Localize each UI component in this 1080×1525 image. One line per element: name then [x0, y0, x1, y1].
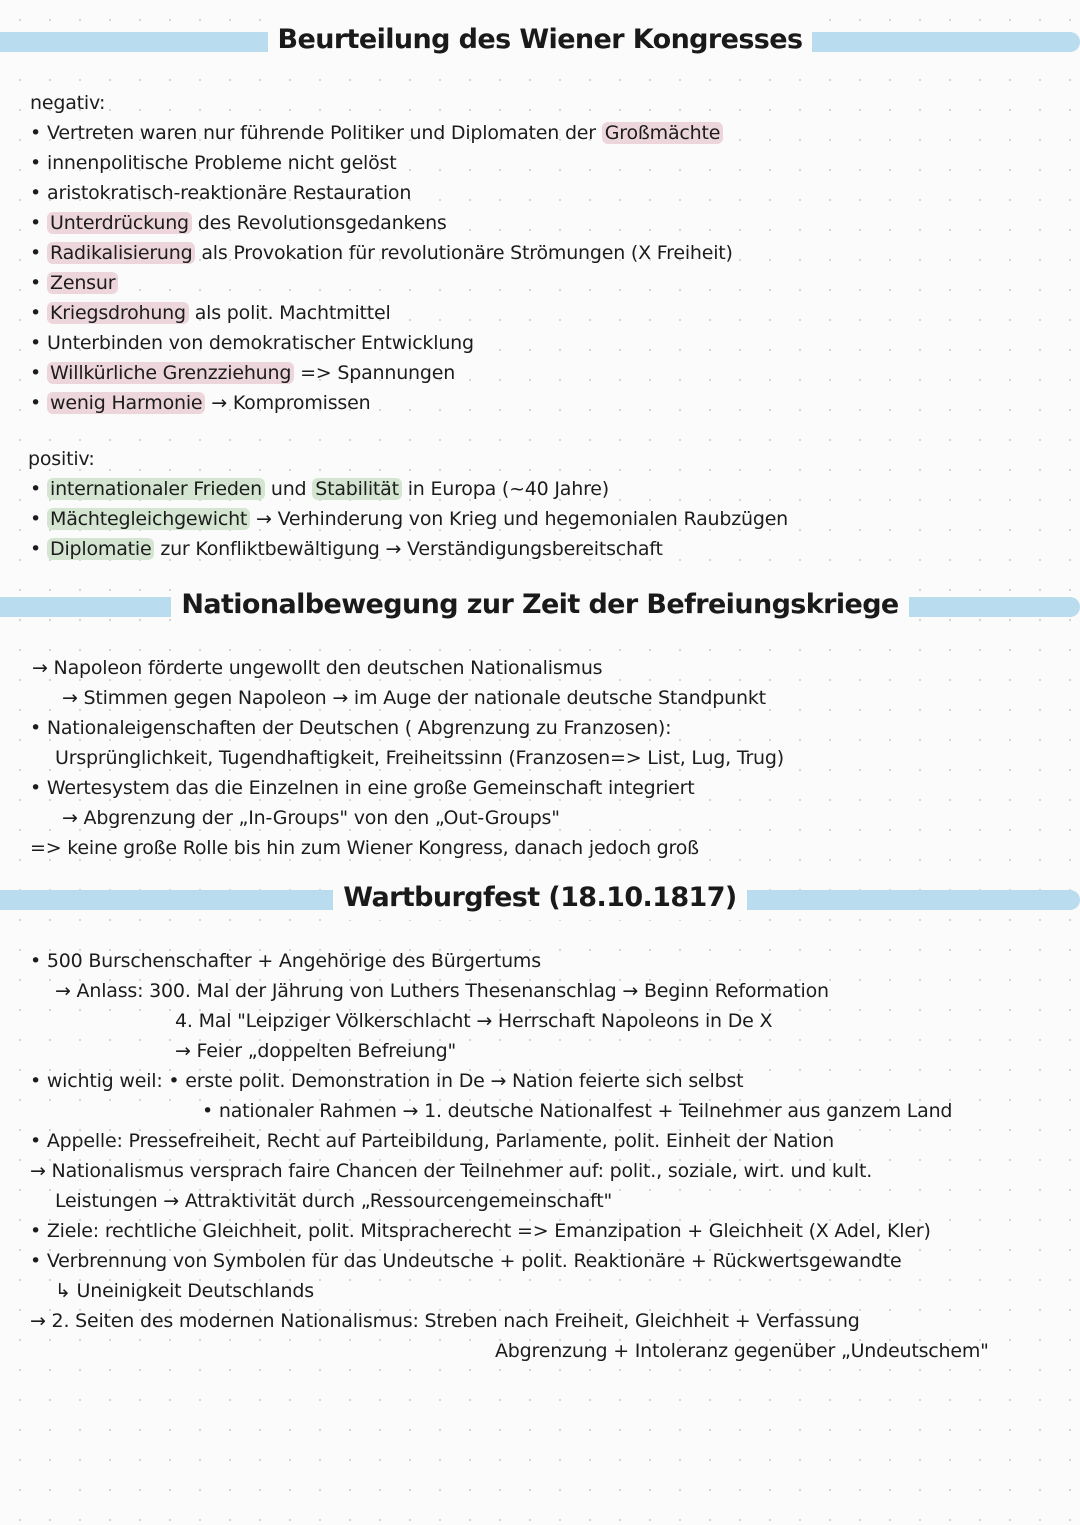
list-item — [30, 390, 370, 416]
list-item — [30, 300, 391, 326]
highlight: Radikalisierung — [47, 242, 195, 264]
item-text: des Revolutionsgedankens — [197, 212, 447, 234]
item-text: => Spannungen — [300, 362, 456, 384]
note-line: 4. Mal "Leipziger Völkerschlacht → Herrschaft Napoleons in De X — [175, 1010, 773, 1032]
list-item — [30, 476, 609, 502]
negativ-label: negativ: — [30, 92, 106, 114]
note-line: • Wertesystem das die Einzelnen in eine große Gemeinschaft integriert — [30, 777, 695, 799]
list-item — [30, 270, 118, 296]
item-text: aristokratisch-reaktionäre Restauration — [47, 182, 412, 204]
item-text: innenpolitische Probleme nicht gelöst — [47, 152, 397, 174]
positiv-label: positiv: — [28, 448, 95, 470]
highlight: Mächtegleichgewicht — [47, 508, 250, 530]
item-text: Unterbinden von demokratischer Entwicklung — [47, 332, 474, 354]
note-line: • Appelle: Pressefreiheit, Recht auf Parteibildung, Parlamente, polit. Einheit der Nation — [30, 1130, 834, 1152]
note-line: → Napoleon förderte ungewollt den deutschen Nationalismus — [32, 657, 603, 679]
note-line: ↳ Uneinigkeit Deutschlands — [55, 1280, 314, 1302]
list-item — [30, 506, 788, 532]
item-text: als polit. Machtmittel — [194, 302, 391, 324]
list-item — [30, 150, 397, 176]
section-title: Wartburgfest (18.10.1817) — [333, 876, 746, 920]
bullet: • — [30, 242, 42, 264]
item-text: → Verhinderung von Krieg und hegemonialen Raubzügen — [256, 508, 789, 530]
note-line: • Verbrennung von Symbolen für das Undeutsche + polit. Reaktionäre + Rückwertsgewandte — [30, 1250, 902, 1272]
item-text: als Provokation für revolutionäre Strömungen (X Freiheit) — [201, 242, 733, 264]
highlight: Großmächte — [602, 122, 724, 144]
section-title: Nationalbewegung zur Zeit der Befreiungskriege — [171, 583, 908, 627]
list-item — [30, 210, 447, 236]
note-line: → Nationalismus versprach faire Chancen der Teilnehmer auf: polit., soziale, wirt. und kult. — [30, 1160, 873, 1182]
note-line: => keine große Rolle bis hin zum Wiener Kongress, danach jedoch groß — [30, 837, 699, 859]
bullet: • — [30, 152, 42, 174]
section-title: Beurteilung des Wiener Kongresses — [268, 18, 813, 62]
bullet: • — [30, 508, 42, 530]
note-line: → Feier „doppelten Befreiung" — [175, 1040, 457, 1062]
item-text: Vertreten waren nur führende Politiker und Diplomaten der — [47, 122, 596, 144]
item-text: in Europa (~40 Jahre) — [407, 478, 609, 500]
bullet: • — [30, 478, 42, 500]
highlight: wenig Harmonie — [47, 392, 205, 414]
list-item — [30, 120, 723, 146]
list-item — [30, 360, 455, 386]
highlight: Unterdrückung — [47, 212, 192, 234]
note-line: Leistungen → Attraktivität durch „Ressourcengemeinschaft" — [55, 1190, 613, 1212]
list-item — [30, 536, 663, 562]
highlight: Zensur — [47, 272, 118, 294]
item-text: und — [270, 478, 307, 500]
note-line: → 2. Seiten des modernen Nationalismus: Streben nach Freiheit, Gleichheit + Verfassung — [30, 1310, 860, 1332]
note-line: • nationaler Rahmen → 1. deutsche Nationalfest + Teilnehmer aus ganzem Land — [202, 1100, 953, 1122]
section-banner-2 — [0, 583, 1080, 629]
item-text: → Kompromissen — [211, 392, 371, 414]
list-item — [30, 240, 733, 266]
highlight: internationaler Frieden — [47, 478, 265, 500]
bullet: • — [30, 272, 42, 294]
bullet: • — [30, 212, 42, 234]
note-line: Ursprünglichkeit, Tugendhaftigkeit, Freiheitssinn (Franzosen=> List, Lug, Trug) — [55, 747, 784, 769]
note-line: • Nationaleigenschaften der Deutschen ( Abgrenzung zu Franzosen): — [30, 717, 672, 739]
list-item — [30, 180, 411, 206]
bullet: • — [30, 362, 42, 384]
bullet: • — [30, 392, 42, 414]
note-line: • 500 Burschenschafter + Angehörige des Bürgertums — [30, 950, 541, 972]
bullet: • — [30, 332, 42, 354]
note-line: • Ziele: rechtliche Gleichheit, polit. Mitspracherecht => Emanzipation + Gleichheit (X Adel, Kler) — [30, 1220, 931, 1242]
list-item — [30, 330, 474, 356]
section-banner-3 — [0, 876, 1080, 922]
bullet: • — [30, 182, 42, 204]
highlight: Stabilität — [312, 478, 402, 500]
highlight: Kriegsdrohung — [47, 302, 189, 324]
highlight: Diplomatie — [47, 538, 154, 560]
note-line: • wichtig weil: • erste polit. Demonstration in De → Nation feierte sich selbst — [30, 1070, 744, 1092]
note-line: → Abgrenzung der „In-Groups" von den „Out-Groups" — [62, 807, 560, 829]
note-line: Abgrenzung + Intoleranz gegenüber „Undeutschem" — [495, 1340, 989, 1362]
item-text: zur Konfliktbewältigung → Verständigungsbereitschaft — [160, 538, 663, 560]
section-banner-1 — [0, 18, 1080, 64]
highlight: Willkürliche Grenzziehung — [47, 362, 294, 384]
bullet: • — [30, 538, 42, 560]
note-line: → Anlass: 300. Mal der Jährung von Luthers Thesenanschlag → Beginn Reformation — [55, 980, 829, 1002]
note-line: → Stimmen gegen Napoleon → im Auge der nationale deutsche Standpunkt — [62, 687, 766, 709]
bullet: • — [30, 302, 42, 324]
bullet: • — [30, 122, 42, 144]
